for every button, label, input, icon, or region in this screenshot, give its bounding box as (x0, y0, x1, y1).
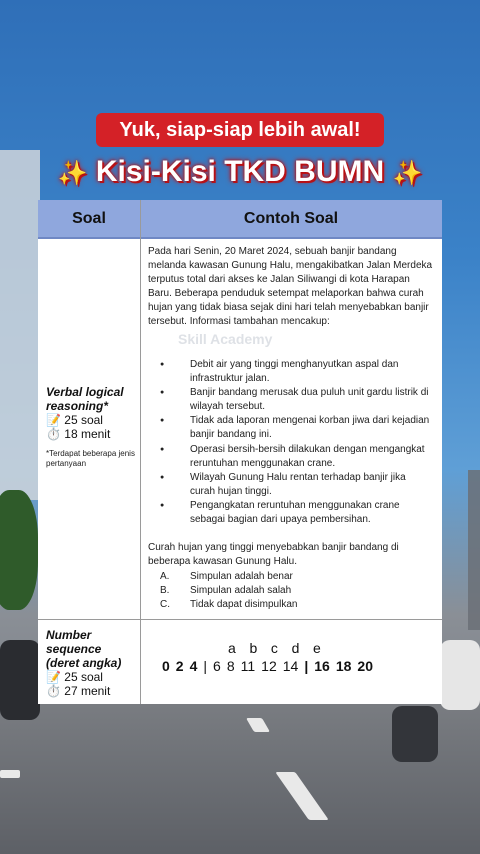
watermark: Skill Academy (178, 331, 273, 347)
row-verbal-time: ⏱️ 18 menit (46, 427, 111, 441)
row-divider (38, 619, 442, 620)
building-left (0, 150, 40, 500)
list-item: ● Pengangkatan reruntuhan menggunakan crane sebagai bagian dari upaya pembersihan. (162, 499, 432, 527)
header-contoh-soal: Contoh Soal (243, 210, 339, 227)
list-item: ● Banjir bandang merusak dua puluh unit gardu listrik di wilayah tersebut. (162, 386, 432, 414)
table-header (38, 200, 442, 239)
row-number-name: Number sequence (deret angka) (46, 628, 122, 670)
sparkle-icon: ✨ (57, 160, 88, 187)
question-passage: Pada hari Senin, 20 Maret 2024, sebuah banjir bandang melanda kawasan Gunung Halu, mengakibatkan Jalan Merdeka terputus total dari akses ke Jalan Siliwangi di kota Harapan Baru. Beberapa penduduk setempat melaporkan bahwa curah hujan yang tidak biasa sejak dini hari telah menyebabkan banjir tersebut. Informasi tambahan mencakup: (148, 246, 433, 327)
answer-option: C. Tidak dapat disimpulkan (160, 599, 298, 610)
tagline-badge: Yuk, siap-siap lebih awal! (96, 113, 384, 147)
lane-marking (0, 770, 20, 778)
row-number-label (46, 628, 136, 698)
page-title (0, 152, 480, 192)
row-number-count: 📝 25 soal (46, 670, 103, 684)
header-soal: Soal (72, 210, 106, 227)
car-left (0, 640, 40, 720)
building-right (468, 470, 480, 630)
list-item: ● Wilayah Gunung Halu rentan terhadap banjir jika curah hujan tinggi. (162, 471, 432, 499)
row-verbal-note: *Terdapat beberapa jenis pertanyaan (46, 449, 135, 468)
kisi-table (38, 200, 442, 704)
list-item: ● Operasi bersih-bersih dilakukan dengan mengangkat reruntuhan menggunakan crane. (162, 443, 432, 471)
row-number-time: ⏱️ 27 menit (46, 684, 111, 698)
row-verbal-label (46, 385, 136, 469)
answer-option: B. Simpulan adalah salah (160, 585, 292, 596)
sequence-letters: a b c d e (228, 640, 322, 656)
tree-left (0, 490, 38, 610)
title-text: Kisi-Kisi TKD BUMN (95, 155, 385, 188)
question-statement: Curah hujan yang tinggi menyebabkan banjir bandang di beberapa kawasan Gunung Halu. (148, 542, 399, 567)
answer-option: A. Simpulan adalah benar (160, 571, 293, 582)
list-item: ● Tidak ada laporan mengenai korban jiwa dari kejadian banjir bandang ini. (162, 414, 432, 442)
column-divider (140, 200, 141, 704)
car-right (440, 640, 480, 710)
row-verbal-name: Verbal logical reasoning* (46, 385, 124, 413)
row-verbal-count: 📝 25 soal (46, 413, 103, 427)
motorbike (392, 706, 438, 762)
sparkle-icon: ✨ (392, 160, 423, 187)
number-sequence: 0 2 4 | 6 8 11 12 14 | 16 18 20 (162, 658, 373, 674)
list-item: ● Debit air yang tinggi menghanyutkan aspal dan infrastruktur jalan. (162, 358, 432, 386)
